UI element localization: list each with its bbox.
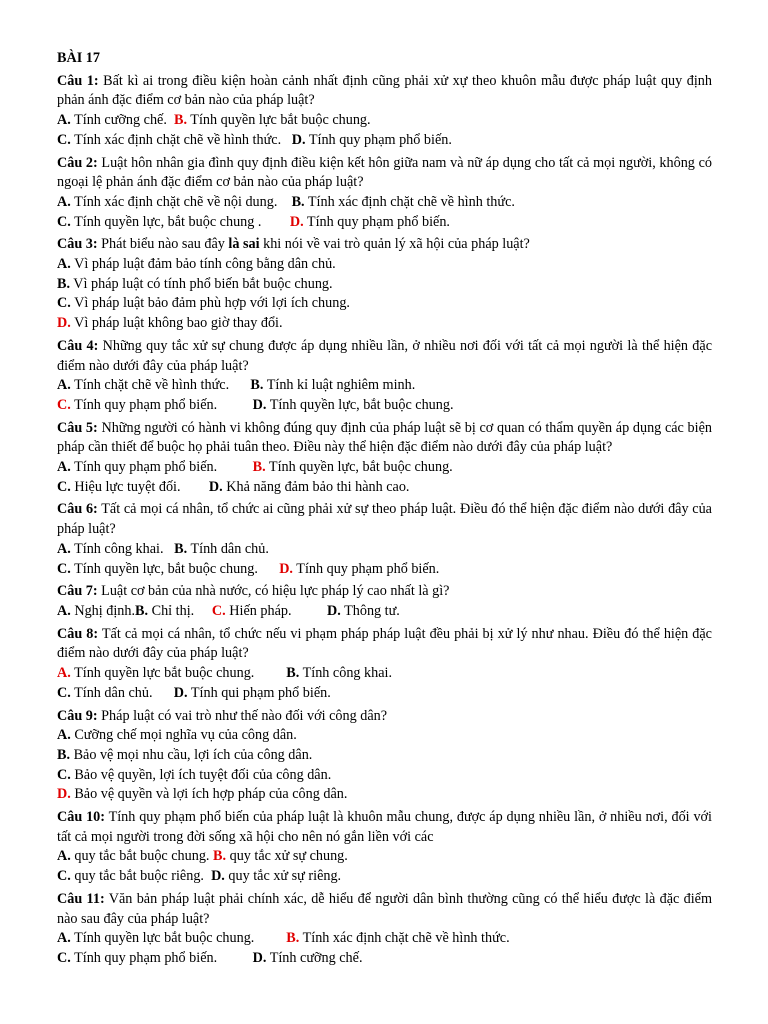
option-text: Tính quyền lực, bắt buộc chung. <box>70 560 258 577</box>
option-row <box>57 193 712 213</box>
option-gap <box>254 665 286 681</box>
option-text: Tính quy phạm phổ biến. <box>70 949 218 966</box>
answer-option[interactable] <box>57 111 174 131</box>
option-letter: C. <box>57 295 71 312</box>
option-letter: A. <box>57 377 71 394</box>
answer-option[interactable] <box>174 540 269 560</box>
option-text: Tính quyền lực, bắt buộc chung. <box>266 396 454 413</box>
option-letter: B. <box>173 112 187 129</box>
option-letter: B. <box>57 746 71 763</box>
option-text: Tính công khai. <box>299 665 393 682</box>
option-text: Vì pháp luật không bao giờ thay đổi. <box>70 315 283 332</box>
option-letter: D. <box>252 949 267 966</box>
question-label: Câu 8: <box>57 625 99 642</box>
option-gap <box>292 603 327 619</box>
option-text: Vì pháp luật bảo đảm phù hợp với lợi ích chung. <box>70 295 350 312</box>
question-body: Bất kì ai trong điều kiện hoàn cảnh nhất định cũng phải xử xự theo khuôn mẫu được pháp luật quy định phản ánh đặc điểm cơ bản nào của pháp luật? <box>57 72 712 109</box>
option-text: Tính dân chủ. <box>70 684 153 701</box>
option-text: Tính quy phạm phổ biến. <box>70 459 218 476</box>
option-row <box>57 111 712 131</box>
question-label: Câu 1: <box>57 72 99 89</box>
question-body: Tính quy phạm phổ biến của pháp luật là khuôn mẫu chung, được áp dụng nhiều lần, ở nhiều nơi, đối với tất cả mọi người trong đời sống xã hội cho nên nó gắn liền với các <box>57 809 712 845</box>
option-text: Tính kỉ luật nghiêm minh. <box>263 377 416 394</box>
question-block <box>57 72 712 151</box>
question-label: Câu 9: <box>57 707 98 724</box>
question-label: Câu 10: <box>57 809 105 826</box>
option-gap <box>261 214 289 230</box>
question-text <box>57 582 712 602</box>
option-letter: D. <box>57 786 71 803</box>
answer-option[interactable] <box>250 376 415 396</box>
question-label: Câu 4: <box>57 337 99 354</box>
option-letter: A. <box>57 727 71 744</box>
answer-option[interactable] <box>57 929 286 949</box>
option-letter: C. <box>57 213 71 230</box>
option-text: Cưỡng chế mọi nghĩa vụ của công dân. <box>70 727 297 744</box>
answer-option[interactable] <box>212 602 327 622</box>
option-letter: A. <box>57 459 71 476</box>
answer-option[interactable] <box>279 560 439 580</box>
option-text: quy tắc bắt buộc riêng. <box>70 868 204 885</box>
question-text <box>57 419 712 458</box>
option-text: Chỉ thị. <box>148 602 195 619</box>
option-gap <box>229 377 250 393</box>
option-letter: C. <box>57 560 71 577</box>
option-row <box>57 726 712 746</box>
option-letter: B. <box>286 930 300 947</box>
answer-option[interactable] <box>57 766 331 786</box>
option-text: Bảo vệ quyền, lợi ích tuyệt đối của công dân. <box>70 766 332 783</box>
option-row <box>57 684 712 704</box>
question-label: Câu 6: <box>57 501 98 518</box>
option-row <box>57 255 712 275</box>
option-letter: B. <box>174 540 188 557</box>
answer-option[interactable] <box>253 458 453 478</box>
question-text <box>57 235 712 255</box>
option-row <box>57 746 712 766</box>
answer-option[interactable] <box>57 664 286 684</box>
option-row <box>57 131 712 151</box>
option-letter: A. <box>57 602 71 619</box>
answer-option[interactable] <box>57 376 250 396</box>
answer-option[interactable] <box>57 867 211 887</box>
question-body: Pháp luật có vai trò như thế nào đối với công dân? <box>97 707 388 724</box>
answer-option[interactable] <box>57 540 174 560</box>
answer-option[interactable] <box>57 275 333 295</box>
answer-option[interactable] <box>57 193 292 213</box>
question-text <box>57 337 712 376</box>
option-letter: D. <box>211 868 225 885</box>
option-text: Tính quyền lực bắt buộc chung. <box>187 112 371 129</box>
option-letter: D. <box>279 560 293 577</box>
option-text: Tính công khai. <box>70 540 164 557</box>
question-body: Phát biểu nào sau đây <box>97 236 229 253</box>
option-gap <box>217 397 252 413</box>
question-text <box>57 72 712 111</box>
answer-option[interactable] <box>57 255 336 275</box>
option-row <box>57 478 712 498</box>
option-letter: B. <box>250 377 264 394</box>
option-text: quy tắc bắt buộc chung. <box>70 848 210 865</box>
option-text: Tính quyền lực bắt buộc chung. <box>70 930 255 947</box>
option-letter: A. <box>57 930 71 947</box>
option-text: Vì pháp luật có tính phổ biến bắt buộc chung. <box>70 275 333 292</box>
option-letter: C. <box>57 396 71 413</box>
option-text: Vì pháp luật đảm bảo tính công bằng dân chủ. <box>70 256 336 273</box>
question-body: Những quy tắc xử sự chung được áp dụng nhiều lần, ở nhiều nơi đối với tất cả mọi người là thể hiện đặc điểm nào dưới đây của pháp luật? <box>57 337 712 374</box>
question-block <box>57 625 712 704</box>
option-text: Tính dân chủ. <box>187 540 269 557</box>
option-letter: C. <box>57 868 71 885</box>
question-text <box>57 154 712 193</box>
option-row <box>57 847 712 867</box>
answer-option[interactable] <box>57 314 283 334</box>
option-text: Tính quy phạm phổ biến. <box>305 131 452 148</box>
question-body: Tất cả mọi cá nhân, tổ chức ai cũng phải xử sự theo pháp luật. Điều đó thể hiện đặc điểm nào dưới đây của pháp luật? <box>57 501 712 538</box>
option-letter: D. <box>289 213 304 230</box>
answer-option[interactable] <box>292 193 515 213</box>
answer-option[interactable] <box>174 684 331 704</box>
question-block <box>57 582 712 621</box>
answer-option[interactable] <box>57 458 253 478</box>
option-gap <box>281 132 292 148</box>
option-letter: B. <box>57 275 71 292</box>
option-row <box>57 314 712 334</box>
option-text: Tính quyền lực, bắt buộc chung. <box>265 459 453 476</box>
option-text: Nghị định. <box>70 602 136 619</box>
option-letter: A. <box>57 112 71 129</box>
question-emphasis: là sai <box>228 236 260 253</box>
question-text <box>57 500 712 539</box>
option-gap <box>254 930 286 946</box>
option-text: Hiến pháp. <box>225 602 292 619</box>
option-text: Tính xác định chặt chẽ về hình thức. <box>70 131 282 148</box>
option-gap <box>164 541 175 557</box>
question-list <box>57 72 712 969</box>
option-text: Tính qui phạm phổ biến. <box>187 684 331 701</box>
question-body: Luật hôn nhân gia đình quy định điều kiện kết hôn giữa nam và nữ áp dụng cho tất cả mọi người, không có ngoại lệ phản ánh đặc điểm cơ bản nào của pháp luật? <box>57 154 712 191</box>
option-text: quy tắc xử sự riêng. <box>224 868 342 885</box>
answer-option[interactable] <box>174 111 371 131</box>
option-letter: D. <box>208 478 223 495</box>
option-row <box>57 458 712 478</box>
question-block <box>57 808 712 887</box>
option-letter: C. <box>57 949 71 966</box>
answer-option[interactable] <box>292 131 452 151</box>
option-letter: A. <box>57 848 71 865</box>
option-row <box>57 213 712 233</box>
answer-option[interactable] <box>290 213 450 233</box>
option-gap <box>217 950 252 966</box>
answer-option[interactable] <box>57 294 350 314</box>
option-letter: C. <box>57 766 71 783</box>
answer-option[interactable] <box>57 602 135 622</box>
option-text: Khả năng đảm bảo thi hành cao. <box>222 478 410 495</box>
option-letter: B. <box>291 193 305 210</box>
option-gap <box>153 685 174 701</box>
option-gap <box>194 603 212 619</box>
option-text: Thông tư. <box>340 602 400 619</box>
option-gap <box>217 459 252 475</box>
option-text: Tính xác định chặt chẽ về hình thức. <box>304 193 515 210</box>
option-text: Tính quyền lực bắt buộc chung. <box>70 665 255 682</box>
option-letter: A. <box>57 665 71 682</box>
question-block <box>57 154 712 233</box>
option-row <box>57 294 712 314</box>
option-letter: C. <box>57 684 71 701</box>
answer-option[interactable] <box>213 847 348 867</box>
question-label: Câu 7: <box>57 583 98 600</box>
answer-option[interactable] <box>57 478 209 498</box>
option-letter: C. <box>57 478 71 495</box>
option-letter: A. <box>57 256 71 273</box>
question-label: Câu 5: <box>57 419 98 436</box>
question-body: Những người có hành vi không đúng quy định của pháp luật sẽ bị cơ quan có thẩm quyền áp dụng các biện pháp cần thiết để buộc họ phải tuân theo. Điều này thể hiện đặc điểm nào dưới đây của pháp luật? <box>57 419 712 456</box>
question-block <box>57 890 712 969</box>
option-text: quy tắc xử sự chung. <box>226 848 348 865</box>
option-letter: D. <box>57 315 71 332</box>
question-block <box>57 235 712 334</box>
answer-option[interactable] <box>57 396 253 416</box>
option-text: Tính quy phạm phổ biến. <box>70 396 218 413</box>
option-text: Tính cưỡng chế. <box>70 112 167 129</box>
option-text: Tính quy phạm phổ biến. <box>303 213 450 230</box>
option-gap <box>258 561 279 577</box>
option-gap <box>181 479 209 495</box>
option-letter: B. <box>286 665 300 682</box>
option-row <box>57 766 712 786</box>
option-row <box>57 785 712 805</box>
answer-option[interactable] <box>209 478 410 498</box>
question-body: Luật cơ bản của nhà nước, có hiệu lực pháp lý cao nhất là gì? <box>97 583 450 600</box>
question-text <box>57 890 712 929</box>
option-letter: D. <box>327 602 341 619</box>
option-gap <box>204 868 211 884</box>
question-text <box>57 808 712 847</box>
question-body: Tất cả mọi cá nhân, tổ chức nếu vi phạm pháp pháp luật đều phải bị xử lý như nhau. Điều đó thể hiện đặc điểm nào dưới đây của pháp luật? <box>57 625 712 662</box>
question-body: khi nói về vai trò quản lý xã hội của pháp luật? <box>259 236 530 253</box>
question-label: Câu 3: <box>57 236 98 253</box>
option-letter: B. <box>213 848 227 865</box>
answer-option[interactable] <box>57 213 290 233</box>
answer-option[interactable] <box>57 746 312 766</box>
answer-option[interactable] <box>253 949 363 969</box>
option-text: Tính quy phạm phổ biến. <box>292 560 440 577</box>
answer-option[interactable] <box>57 949 253 969</box>
option-letter: B. <box>252 459 266 476</box>
question-block <box>57 419 712 498</box>
option-row <box>57 664 712 684</box>
option-text: Bảo vệ mọi nhu cầu, lợi ích của công dân. <box>70 746 313 763</box>
question-label: Câu 2: <box>57 154 98 171</box>
option-text: Tính cưỡng chế. <box>266 949 363 966</box>
option-gap <box>167 112 174 128</box>
answer-option[interactable] <box>211 867 341 887</box>
answer-option[interactable] <box>57 726 297 746</box>
answer-option[interactable] <box>57 785 347 805</box>
answer-option[interactable] <box>57 847 213 867</box>
option-text: Hiệu lực tuyệt đối. <box>70 478 181 495</box>
option-text: Tính chặt chẽ về hình thức. <box>70 377 230 394</box>
option-text: Tính xác định chặt chẽ về nội dung. <box>70 193 278 210</box>
question-text <box>57 707 712 727</box>
option-row <box>57 275 712 295</box>
option-letter: A. <box>57 193 71 210</box>
option-letter: B. <box>135 602 149 619</box>
question-label: Câu 11: <box>57 890 105 907</box>
option-text: Tính quyền lực, bắt buộc chung . <box>70 213 262 230</box>
option-letter: D. <box>252 396 267 413</box>
option-letter: C. <box>211 602 226 619</box>
option-row <box>57 396 712 416</box>
option-letter: D. <box>173 684 188 701</box>
option-letter: D. <box>291 131 306 148</box>
option-row <box>57 376 712 396</box>
option-row <box>57 560 712 580</box>
answer-option[interactable] <box>135 602 212 622</box>
answer-option[interactable] <box>57 684 174 704</box>
option-row <box>57 949 712 969</box>
answer-option[interactable] <box>286 664 392 684</box>
option-text: Bảo vệ quyền và lợi ích hợp pháp của công dân. <box>70 786 348 803</box>
answer-option[interactable] <box>327 602 400 622</box>
option-row <box>57 929 712 949</box>
option-row <box>57 540 712 560</box>
option-row <box>57 602 712 622</box>
question-text <box>57 625 712 664</box>
option-row <box>57 867 712 887</box>
option-letter: A. <box>57 540 71 557</box>
option-letter: C. <box>57 131 71 148</box>
question-block <box>57 500 712 579</box>
question-block <box>57 707 712 806</box>
answer-option[interactable] <box>57 131 292 151</box>
page-title: BÀI 17 <box>57 50 100 66</box>
answer-option[interactable] <box>286 929 509 949</box>
answer-option[interactable] <box>57 560 279 580</box>
answer-option[interactable] <box>253 396 454 416</box>
option-text: Tính xác định chặt chẽ về hình thức. <box>299 930 510 947</box>
option-gap <box>277 194 291 210</box>
question-body: Văn bản pháp luật phải chính xác, dễ hiểu để người dân bình thường cũng có thể hiểu được là đặc điểm nào sau đây của pháp luật? <box>57 890 713 927</box>
question-block <box>57 337 712 416</box>
